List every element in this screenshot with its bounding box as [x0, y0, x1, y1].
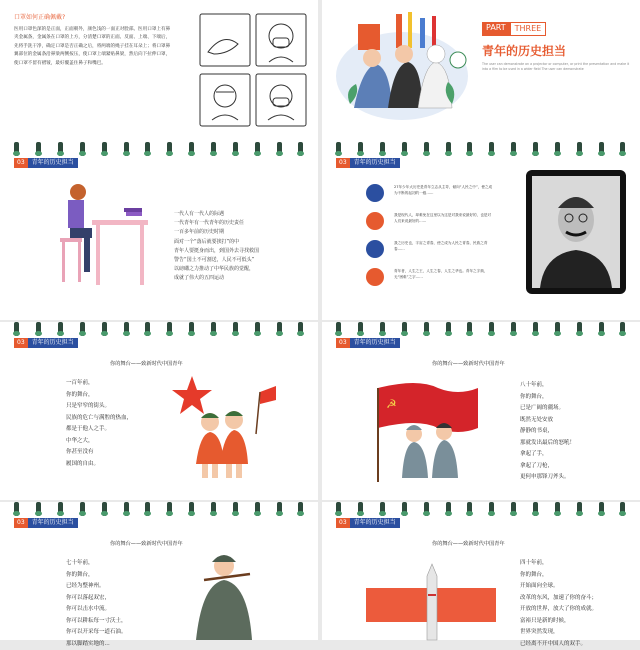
section-tag-label: 青年的历史担当 [350, 158, 400, 168]
history-line: 成就了伟大的五四运动 [174, 274, 259, 283]
section-tag-label: 青年的历史担当 [28, 338, 78, 348]
poem-line: 七十年前， [66, 558, 127, 570]
section-tag-number: 03 [336, 158, 350, 168]
section-tag-label: 青年的历史担当 [350, 338, 400, 348]
history-line: 青年人要挺身而出，到国外去寻找救国 [174, 247, 259, 256]
binder-rings [322, 502, 640, 516]
slide-5[interactable] [0, 322, 318, 500]
pin-icon [366, 184, 384, 202]
poem-text [66, 378, 132, 470]
slide-6[interactable] [322, 322, 640, 500]
part-label [482, 22, 546, 36]
slide-8[interactable] [322, 502, 640, 640]
poem-line: 八十年前， [520, 380, 575, 392]
poem-line: 那以脚踏实地的... [66, 639, 127, 650]
section-tag [336, 338, 400, 348]
portrait-photo [532, 176, 620, 288]
section-tag [14, 338, 78, 348]
section-tag [14, 158, 78, 168]
poem-title: 你的舞台——致新时代中国青年 [432, 360, 505, 367]
poem-text [520, 380, 575, 484]
quote-1: 27年少年大历史是青年立志从主导，倾向“人民之中”，使之成为不断的起初的一级…… [394, 184, 494, 196]
poem-title: 你的舞台——致新时代中国青年 [110, 540, 183, 547]
binder-rings [322, 322, 640, 336]
poem-line: 开放的世界，放大了你的成就。 [520, 604, 597, 616]
student-desk-illustration [56, 180, 152, 290]
history-line: 以磅礴之力推动了中华民族的觉醒， [174, 265, 259, 274]
quote-3: 我之历史也，宇宙之青春，使之成为人民之青春，民族之青春…… [394, 240, 494, 252]
poem-text [520, 558, 597, 650]
poem-line: 改革的东风，加速了你的奋斗； [520, 593, 597, 605]
poem-line: 都是于他人之手。 [66, 424, 132, 436]
poem-line: 那就发出最后的怒吼！ [520, 438, 575, 450]
binder-rings [322, 142, 640, 156]
section-tag [336, 518, 400, 528]
poem-text [66, 558, 127, 650]
part-number: THREE [510, 22, 547, 36]
history-text [174, 210, 259, 284]
section-subtitle: The user can demonstrate on a projector or computer, or print the presentation and make it into a film to be used in a wider field The user can demonstrate [482, 62, 630, 72]
slide-3[interactable] [0, 142, 318, 320]
children-flag-illustration [172, 374, 282, 484]
poem-title: 你的舞台——致新时代中国青年 [110, 360, 183, 367]
svg-text:☭: ☭ [386, 397, 397, 411]
section-tag-number: 03 [14, 338, 28, 348]
poem-line: 只是窄窄的街头。 [66, 401, 132, 413]
chat-icon [366, 240, 384, 258]
poem-line: 你可以落起双宏， [66, 593, 127, 605]
poem-line: 既然无处安放 [520, 415, 575, 427]
poem-line: 一百年前， [66, 378, 132, 390]
section-title: 青年的历史担当 [482, 42, 566, 59]
poem-line: 静静的书桌， [520, 426, 575, 438]
binder-rings [0, 502, 318, 516]
poem-line: 开始面向全球。 [520, 581, 597, 593]
binder-rings [0, 322, 318, 336]
question-title: 口罩如何正确佩戴? [14, 13, 65, 22]
poem-line: 四十年前， [520, 558, 597, 570]
person-icon [366, 212, 384, 230]
history-line: 一代青年有一代青年的历史责任 [174, 219, 259, 228]
poem-line: 已是广阔的疆场。 [520, 403, 575, 415]
section-tag-label: 青年的历史担当 [350, 518, 400, 528]
poem-line: 已经为整神州。 [66, 581, 127, 593]
poem-line: 拿起了手， [520, 449, 575, 461]
poem-line: 世界突然发现， [520, 627, 597, 639]
mask-instructions: 医用口罩色深的是正面，正面朝外，颜色浅的一面正对脸部。医用口罩上有鼻夹金属条，金属条在口罩的上方，分清楚口罩的正面、反面、上端、下端后，先将手洗干净，确定口罩是否正确之后，将两端的绳子挂在耳朵上；将口罩鼻翼部位的金属条沿鼻梁两侧按压，使口罩上端紧贴鼻梁，然后向下拉伸口罩，使口罩不留有褶皱，最好覆盖住鼻子和嘴巴。 [14, 26, 174, 68]
section-tag [14, 518, 78, 528]
section-tag [336, 158, 400, 168]
poem-title: 你的舞台——致新时代中国青年 [432, 540, 505, 547]
poem-line: 拿起了刀枪， [520, 461, 575, 473]
binder-rings [0, 142, 318, 156]
gear-icon [366, 268, 384, 286]
poem-line: 你的舞台， [520, 392, 575, 404]
history-line: 面对一个“落后就要挨打”的中 [174, 238, 259, 247]
history-line: 一百多年前的历史时期 [174, 228, 259, 237]
youth-illustration [332, 8, 472, 128]
portrait-frame [526, 170, 626, 294]
poem-line: 你可以击水中流。 [66, 604, 127, 616]
history-line: 警告“国土不可割送，人民不可低头” [174, 256, 259, 265]
poem-line: 你可以开采每一道石油。 [66, 627, 127, 639]
section-tag-number: 03 [14, 158, 28, 168]
poem-line: 你的舞台， [66, 570, 127, 582]
quote-4: 青年者，人生之王，人生之春，人生之华也。青年之字典，无“困难”之字…… [394, 268, 494, 280]
section-tag-label: 青年的历史担当 [28, 518, 78, 528]
section-tag-number: 03 [14, 518, 28, 528]
poem-line: 更何申那锋刀斧头。 [520, 472, 575, 484]
poem-line: 你可以耕耘每一寸沃土， [66, 616, 127, 628]
section-tag-number: 03 [336, 338, 350, 348]
flute-player-illustration [184, 552, 264, 640]
part-text: PART [482, 22, 510, 36]
poem-line: 富裕只是新的时候， [520, 616, 597, 628]
section-tag-number: 03 [336, 518, 350, 528]
icon-list [370, 182, 379, 302]
slide-4[interactable] [322, 142, 640, 320]
mask-illustration [198, 12, 310, 136]
poem-line: 履国的自由。 [66, 459, 132, 471]
poem-line: 民族的危亡与满腔的热血， [66, 413, 132, 425]
poem-line: 你甚至没有 [66, 447, 132, 459]
section-tag-label: 青年的历史担当 [28, 158, 78, 168]
soldiers-flag-illustration [372, 378, 482, 488]
quote-2: 我是现代人，却难免在这里以为这是对我来说最好的，也是对人们来说最好的…… [394, 212, 494, 224]
poem-line: 你的舞台， [66, 390, 132, 402]
slide-7[interactable] [0, 502, 318, 640]
poem-line: 中华之大， [66, 436, 132, 448]
poem-line: 已经离不开中国人的双手。 [520, 639, 597, 650]
rocket-illustration [420, 564, 444, 640]
history-line: 一代人有一代人的际遇 [174, 210, 259, 219]
poem-line: 你的舞台， [520, 570, 597, 582]
